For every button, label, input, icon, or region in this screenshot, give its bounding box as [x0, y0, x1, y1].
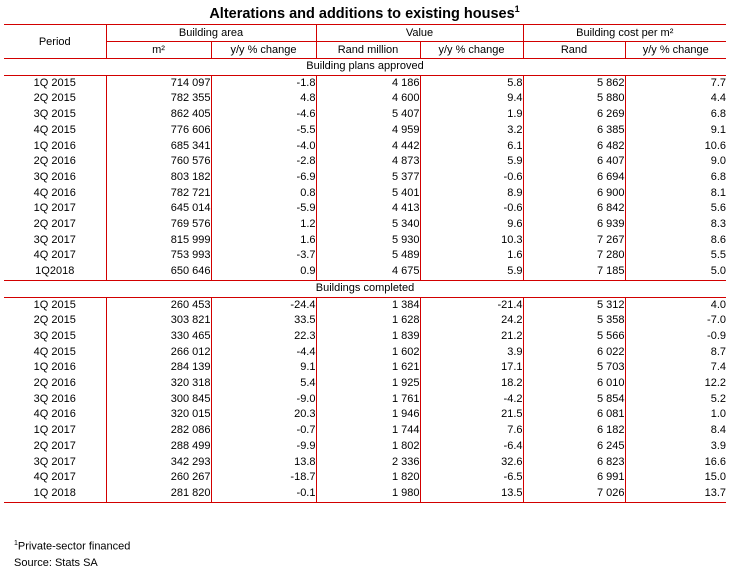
cell-cost-change: 13.7 [625, 486, 726, 502]
cell-area-change: -9.0 [211, 392, 316, 408]
header-unit-rand-million: Rand million [316, 42, 420, 59]
cell-value: 4 600 [316, 91, 420, 107]
header-value: Value [316, 25, 523, 42]
cell-building-area: 284 139 [106, 360, 211, 376]
cell-cost-change: 3.9 [625, 439, 726, 455]
cell-area-change: 20.3 [211, 407, 316, 423]
cell-period: 1Q 2015 [33, 76, 76, 89]
header-building-area: Building area [106, 25, 316, 42]
cell-building-area: 260 267 [106, 470, 211, 486]
cell-value-change: 5.9 [420, 264, 523, 280]
cell-cost: 6 842 [523, 201, 625, 217]
table-row [4, 123, 726, 139]
cell-cost-change: 5.6 [625, 201, 726, 217]
cell-area-change: -24.4 [211, 297, 316, 313]
table-title-text: Alterations and additions to existing houses [209, 5, 515, 22]
cell-period: 4Q 2016 [33, 408, 76, 421]
cell-building-area: 330 465 [106, 329, 211, 345]
cell-cost: 6 081 [523, 407, 625, 423]
cell-area-change: 0.8 [211, 186, 316, 202]
cell-period: 3Q 2017 [33, 455, 76, 468]
cell-value: 1 802 [316, 439, 420, 455]
cell-building-area: 685 341 [106, 139, 211, 155]
cell-building-area: 782 721 [106, 186, 211, 202]
cell-area-change: 0.9 [211, 264, 316, 280]
cell-building-area: 753 993 [106, 248, 211, 264]
header-building-cost: Building cost per m² [523, 25, 726, 42]
cell-value: 1 820 [316, 470, 420, 486]
cell-period: 3Q 2015 [33, 108, 76, 121]
table-row [4, 360, 726, 376]
table-row [4, 170, 726, 186]
cell-cost: 6 022 [523, 345, 625, 361]
data-table [4, 24, 726, 503]
cell-building-area: 342 293 [106, 455, 211, 471]
cell-building-area: 288 499 [106, 439, 211, 455]
cell-value: 5 407 [316, 107, 420, 123]
table-row [4, 248, 726, 264]
cell-cost-change: 4.0 [625, 297, 726, 313]
table-row [4, 186, 726, 202]
cell-area-change: 4.8 [211, 91, 316, 107]
cell-cost: 6 010 [523, 376, 625, 392]
cell-cost-change: 15.0 [625, 470, 726, 486]
cell-cost: 6 991 [523, 470, 625, 486]
cell-building-area: 862 405 [106, 107, 211, 123]
cell-value: 1 980 [316, 486, 420, 502]
cell-area-change: -5.5 [211, 123, 316, 139]
cell-cost-change: 5.0 [625, 264, 726, 280]
cell-period: 1Q 2018 [4, 486, 106, 502]
cell-value-change: 13.5 [420, 486, 523, 502]
cell-building-area: 300 845 [106, 392, 211, 408]
cell-cost: 5 862 [523, 75, 625, 91]
cell-cost-change: -7.0 [625, 313, 726, 329]
cell-period: 3Q 2017 [33, 233, 76, 246]
cell-cost: 7 267 [523, 233, 625, 249]
cell-value: 4 442 [316, 139, 420, 155]
cell-area-change: 22.3 [211, 329, 316, 345]
cell-cost-change: 6.8 [625, 107, 726, 123]
cell-cost: 6 482 [523, 139, 625, 155]
cell-area-change: -2.8 [211, 154, 316, 170]
cell-value: 5 930 [316, 233, 420, 249]
cell-period: 3Q 2015 [33, 329, 76, 342]
table-row [4, 201, 726, 217]
table-row [4, 486, 726, 502]
table-row [4, 345, 726, 361]
table-row [4, 392, 726, 408]
cell-value: 4 413 [316, 201, 420, 217]
cell-period: 1Q 2017 [33, 202, 76, 215]
cell-building-area: 782 355 [106, 91, 211, 107]
cell-period: 2Q 2017 [33, 218, 76, 231]
header-unit-rand: Rand [523, 42, 625, 59]
cell-area-change: -0.7 [211, 423, 316, 439]
cell-area-change: -4.4 [211, 345, 316, 361]
table-row [4, 297, 726, 313]
cell-cost: 7 185 [523, 264, 625, 280]
cell-value: 1 946 [316, 407, 420, 423]
title-footnote-marker: 1 [514, 4, 520, 14]
cell-value: 1 744 [316, 423, 420, 439]
cell-cost: 5 358 [523, 313, 625, 329]
cell-value-change: 10.3 [420, 233, 523, 249]
cell-building-area: 803 182 [106, 170, 211, 186]
footnote-marker: 1 [14, 540, 18, 547]
cell-cost-change: 16.6 [625, 455, 726, 471]
cell-period: 1Q2018 [35, 265, 75, 278]
cell-cost: 5 312 [523, 297, 625, 313]
header-unit-m2: m² [106, 42, 211, 59]
cell-cost: 6 823 [523, 455, 625, 471]
cell-period: 4Q 2016 [33, 186, 76, 199]
cell-cost-change: 7.7 [625, 75, 726, 91]
cell-value: 4 186 [316, 75, 420, 91]
cell-building-area: 776 606 [106, 123, 211, 139]
table-title [0, 4, 729, 22]
cell-cost: 7 026 [523, 486, 625, 502]
cell-building-area: 303 821 [106, 313, 211, 329]
cell-building-area: 260 453 [106, 297, 211, 313]
cell-value-change: -21.4 [420, 297, 523, 313]
cell-area-change: -9.9 [211, 439, 316, 455]
cell-value-change: 5.9 [420, 154, 523, 170]
cell-cost: 5 566 [523, 329, 625, 345]
cell-cost: 6 939 [523, 217, 625, 233]
table-row [4, 439, 726, 455]
header-row-groups [4, 25, 726, 42]
cell-value: 1 602 [316, 345, 420, 361]
cell-area-change: 5.4 [211, 376, 316, 392]
cell-period: 2Q 2016 [33, 155, 76, 168]
cell-area-change: -5.9 [211, 201, 316, 217]
cell-value-change: 5.8 [420, 75, 523, 91]
table-row [4, 264, 726, 280]
cell-cost-change: 7.4 [625, 360, 726, 376]
header-unit-value-change: y/y % change [420, 42, 523, 59]
cell-cost-change: 6.8 [625, 170, 726, 186]
cell-value-change: 3.9 [420, 345, 523, 361]
cell-period: 1Q 2016 [33, 361, 76, 374]
cell-period: 4Q 2015 [33, 123, 76, 136]
cell-period: 3Q 2016 [33, 392, 76, 405]
cell-area-change: 9.1 [211, 360, 316, 376]
cell-value: 1 384 [316, 297, 420, 313]
cell-building-area: 760 576 [106, 154, 211, 170]
cell-cost-change: 5.2 [625, 392, 726, 408]
cell-cost-change: 12.2 [625, 376, 726, 392]
cell-building-area: 815 999 [106, 233, 211, 249]
cell-value: 2 336 [316, 455, 420, 471]
cell-value-change: 17.1 [420, 360, 523, 376]
cell-period: 3Q 2016 [33, 170, 76, 183]
cell-value: 4 873 [316, 154, 420, 170]
cell-building-area: 769 576 [106, 217, 211, 233]
cell-value: 4 959 [316, 123, 420, 139]
cell-value-change: -6.5 [420, 470, 523, 486]
cell-cost: 5 880 [523, 91, 625, 107]
cell-value-change: 6.1 [420, 139, 523, 155]
cell-value-change: -6.4 [420, 439, 523, 455]
cell-value: 4 675 [316, 264, 420, 280]
cell-value-change: 8.9 [420, 186, 523, 202]
cell-value-change: -0.6 [420, 201, 523, 217]
cell-cost: 6 407 [523, 154, 625, 170]
cell-value: 5 489 [316, 248, 420, 264]
cell-cost-change: 9.0 [625, 154, 726, 170]
section-title: Buildings completed [4, 280, 726, 297]
cell-area-change: -1.8 [211, 75, 316, 91]
cell-cost: 6 900 [523, 186, 625, 202]
cell-cost: 6 245 [523, 439, 625, 455]
cell-cost-change: 10.6 [625, 139, 726, 155]
cell-cost-change: 4.4 [625, 91, 726, 107]
table-row [4, 376, 726, 392]
table-row [4, 423, 726, 439]
cell-period: 2Q 2016 [33, 377, 76, 390]
cell-building-area: 320 015 [106, 407, 211, 423]
cell-cost: 5 703 [523, 360, 625, 376]
cell-period: 4Q 2015 [33, 345, 76, 358]
cell-value-change: 1.6 [420, 248, 523, 264]
cell-cost-change: 8.4 [625, 423, 726, 439]
cell-area-change: -18.7 [211, 470, 316, 486]
cell-cost: 5 854 [523, 392, 625, 408]
cell-value-change: -0.6 [420, 170, 523, 186]
cell-value: 1 925 [316, 376, 420, 392]
cell-value: 5 401 [316, 186, 420, 202]
cell-cost-change: 8.1 [625, 186, 726, 202]
cell-building-area: 645 014 [106, 201, 211, 217]
header-period: Period [4, 25, 106, 59]
cell-period: 2Q 2017 [33, 439, 76, 452]
table-row [4, 217, 726, 233]
cell-cost-change: 1.0 [625, 407, 726, 423]
cell-area-change: -6.9 [211, 170, 316, 186]
cell-building-area: 266 012 [106, 345, 211, 361]
cell-building-area: 320 318 [106, 376, 211, 392]
cell-value-change: 32.6 [420, 455, 523, 471]
section-header-row [4, 280, 726, 297]
cell-cost: 6 385 [523, 123, 625, 139]
cell-building-area: 282 086 [106, 423, 211, 439]
cell-cost-change: 8.6 [625, 233, 726, 249]
section-header-row [4, 59, 726, 76]
cell-cost-change: 9.1 [625, 123, 726, 139]
cell-area-change: -0.1 [211, 486, 316, 502]
cell-building-area: 281 820 [106, 486, 211, 502]
cell-period: 4Q 2017 [33, 471, 76, 484]
cell-period: 2Q 2015 [33, 92, 76, 105]
table-row [4, 233, 726, 249]
cell-cost: 6 182 [523, 423, 625, 439]
table-row [4, 154, 726, 170]
table-row [4, 313, 726, 329]
cell-value-change: 18.2 [420, 376, 523, 392]
cell-cost: 6 694 [523, 170, 625, 186]
cell-area-change: -4.6 [211, 107, 316, 123]
cell-value: 5 377 [316, 170, 420, 186]
cell-cost-change: 5.5 [625, 248, 726, 264]
cell-period: 2Q 2015 [33, 314, 76, 327]
source-note: Source: Stats SA [14, 557, 98, 569]
cell-value: 1 621 [316, 360, 420, 376]
cell-area-change: 1.2 [211, 217, 316, 233]
table-row [4, 470, 726, 486]
table-row [4, 107, 726, 123]
cell-area-change: -3.7 [211, 248, 316, 264]
cell-area-change: 13.8 [211, 455, 316, 471]
cell-area-change: -4.0 [211, 139, 316, 155]
cell-period: 1Q 2016 [33, 139, 76, 152]
header-unit-area-change: y/y % change [211, 42, 316, 59]
cell-value-change: 24.2 [420, 313, 523, 329]
cell-area-change: 1.6 [211, 233, 316, 249]
cell-cost: 7 280 [523, 248, 625, 264]
header-unit-cost-change: y/y % change [625, 42, 726, 59]
cell-period: 1Q 2017 [33, 424, 76, 437]
table-row [4, 139, 726, 155]
cell-value-change: 9.4 [420, 91, 523, 107]
table-row [4, 75, 726, 91]
cell-value: 1 839 [316, 329, 420, 345]
table-row [4, 329, 726, 345]
cell-cost-change: 8.3 [625, 217, 726, 233]
table-row [4, 91, 726, 107]
cell-value: 1 628 [316, 313, 420, 329]
section-title: Building plans approved [4, 59, 726, 76]
cell-period: 1Q 2015 [33, 298, 76, 311]
cell-value-change: 9.6 [420, 217, 523, 233]
footnote-text: Private-sector financed [17, 540, 131, 553]
cell-value: 5 340 [316, 217, 420, 233]
cell-building-area: 714 097 [106, 75, 211, 91]
cell-cost: 6 269 [523, 107, 625, 123]
cell-value-change: 21.5 [420, 407, 523, 423]
cell-period: 4Q 2017 [33, 249, 76, 262]
cell-value-change: 1.9 [420, 107, 523, 123]
cell-value: 1 761 [316, 392, 420, 408]
header-row-units [4, 42, 726, 59]
cell-value-change: 3.2 [420, 123, 523, 139]
table-row [4, 407, 726, 423]
cell-area-change: 33.5 [211, 313, 316, 329]
cell-value-change: 7.6 [420, 423, 523, 439]
cell-value-change: 21.2 [420, 329, 523, 345]
cell-cost-change: 8.7 [625, 345, 726, 361]
cell-cost-change: -0.9 [625, 329, 726, 345]
footnote [14, 540, 130, 553]
table-row [4, 455, 726, 471]
cell-value-change: -4.2 [420, 392, 523, 408]
cell-building-area: 650 646 [106, 264, 211, 280]
